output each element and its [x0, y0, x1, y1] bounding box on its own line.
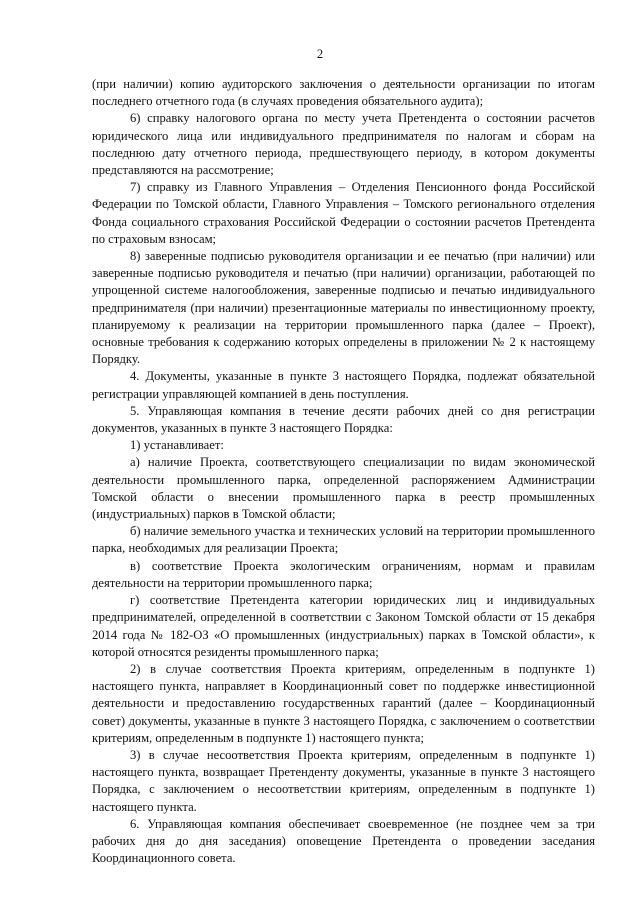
document-body: [92, 76, 595, 867]
paragraph-subitem-2: 2) в случае соответствия Проекта критериям, определенным в подпункте 1) настоящего пункта, направляет в Координационный совет по поддержке инвестиционной деятельности и предоставлению государственных гарантий (далее – Координационный совет) документы, указанные в пункте 3 настоящего Порядка, с заключением о соответствии критериям, определенным в подпункте 1) настоящего пункта;: [92, 661, 595, 745]
paragraph-item-7-pension-fund-certificate: 7) справку из Главного Управления – Отделения Пенсионного фонда Российской Федерации по Томской области, Главного Управления – Томского регионального отделения Фонда социального страхования Российской Федерации о состоянии расчетов Претендента по страховым взносам;: [92, 180, 595, 246]
paragraph-item-8-presentation-materials: 8) заверенные подписью руководителя организации и ее печатью (при наличии) или заверенные подписью руководителя и печатью (при наличии) организации, работающей по упрощенной системе налогообложения, заверенные подписью и печатью индивидуального предпринимателя (при наличии) презентационные материалы по инвестиционному проекту, планируемому к реализации на территории промышленного парка (далее – Проект), основные требования к содержанию которых определены в приложении № 2 к настоящему Порядку.: [92, 249, 595, 367]
paragraph-subitem-1: 1) устанавливает:: [130, 438, 224, 453]
paragraph-subitem-3: 3) в случае несоответствия Проекта критериям, определенным в подпункте 1) настоящего пункта, возвращает Претенденту документы, указанные в пункте 3 настоящего Порядка, с заключением о несоответствии критериям, определенным в подпункте 1) настоящего пункта.: [92, 747, 595, 814]
paragraph-clause-6: 6. Управляющая компания обеспечивает своевременное (не позднее чем за три рабочих дня до дня заседания) оповещение Претендента о проведении заседания Координационного совета.: [92, 816, 595, 866]
paragraph-subitem-a: а) наличие Проекта, соответствующего специализации по видам экономической деятельности промышленного парка, определенной распоряжением Администрации Томской области о внесении промышленного парка в реестр промышленных (индустриальных) парков в Томской области;: [92, 455, 595, 522]
paragraph-subitem-b: б) наличие земельного участка и технических условий на территории промышленного парка, необходимых для реализации Проекта;: [92, 524, 595, 556]
page-number: 2: [316, 47, 324, 61]
paragraph-item-6-tax-certificate: 6) справку налогового органа по месту учета Претендента о состоянии расчетов юридического лица или индивидуального предпринимателя по налогам и сборам на последнюю дату отчетного периода, предшествующего периоду, в котором документы представляются на рассмотрение;: [92, 111, 595, 178]
paragraph-audit-report: (при наличии) копию аудиторского заключения о деятельности организации по итогам последнего отчетного года (в случаях проведения обязательного аудита);: [92, 77, 595, 109]
paragraph-clause-5: 5. Управляющая компания в течение десяти рабочих дней со дня регистрации документов, указанных в пункте 3 настоящего Порядка:: [92, 403, 595, 436]
paragraph-subitem-g: г) соответствие Претендента категории юридических лиц и индивидуальных предпринимателей, определенной в соответствии с Законом Томской области от 15 декабря 2014 года № 182-ОЗ «О промышленных (индустриальных) парках в Томской области», к которой относятся резиденты промышленного парка;: [92, 593, 595, 659]
paragraph-subitem-v: в) соответствие Проекта экологическим ограничениям, нормам и правилам деятельности на территории промышленного парка;: [92, 558, 595, 590]
paragraph-clause-4: 4. Документы, указанные в пункте 3 настоящего Порядка, подлежат обязательной регистрации управляющей компанией в день поступления.: [92, 369, 595, 401]
